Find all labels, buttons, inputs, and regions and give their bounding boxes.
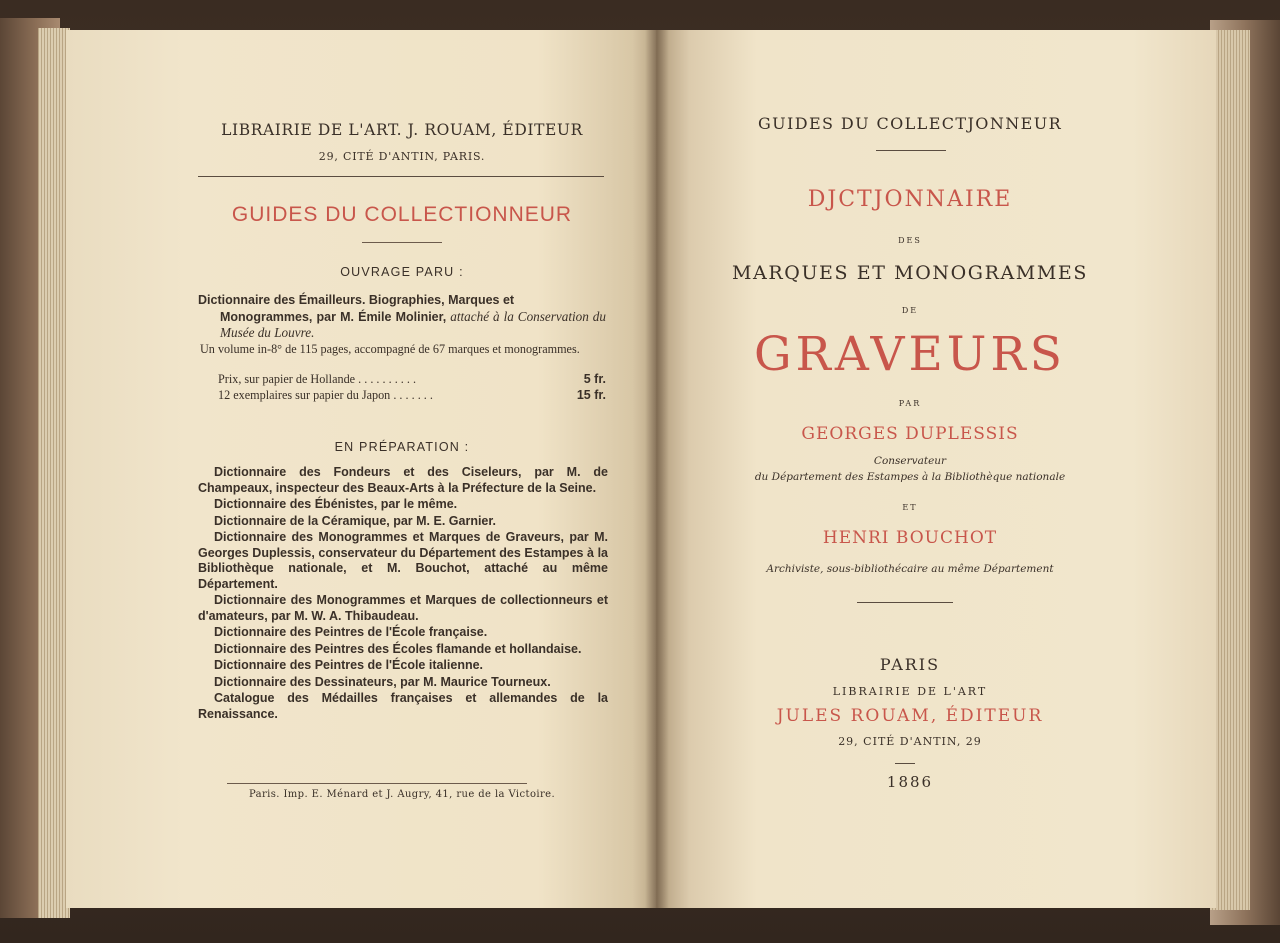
small-de: DE [901,306,919,315]
imprint-city: PARIS [879,655,941,674]
left-header-rule [198,176,604,177]
small-et: ET [902,503,918,512]
author-duplessis-dept: du Département des Estampes à la Bibliothèque nationale [754,471,1066,483]
price-amount: 15 fr. [576,388,606,402]
title-marques: MARQUES ET MONOGRAMMES [731,262,1088,284]
list-item: Catalogue des Médailles françaises et allemandes de la Renaissance. [198,691,608,721]
author-bouchot-role: Archiviste, sous-bibliothécaire au même Département [766,563,1054,575]
price-label: 12 exemplaires sur papier du Japon [218,388,391,402]
printer-imprint: Paris. Imp. E. Ménard et J. Augry, 41, rue de la Victoire. [248,789,556,800]
imprint-year: 1886 [886,773,934,791]
list-item: Dictionnaire des Monogrammes et Marques de Graveurs, par M. Georges Duplessis, conservateur du Département des Estampes à la Bibliothèque nationale, et M. Bouchot, attaché au même Département. [198,530,608,591]
list-item: Dictionnaire des Dessinateurs, par M. Maurice Tourneux. [214,674,551,689]
preparation-heading: EN PRÉPARATION : [334,440,470,454]
year-rule [895,763,915,764]
published-entry [198,292,606,341]
list-item: Dictionnaire de la Céramique, par M. E. Garnier. [214,513,497,528]
list-item: Dictionnaire des Peintres de l'École italienne. [214,658,484,672]
price-row-2 [218,388,606,404]
title-rule [857,602,953,603]
author-duplessis: GEORGES DUPLESSIS [801,424,1019,444]
published-title: Dictionnaire des Émailleurs. Biographies, Marques et [198,293,515,307]
imprint-publisher: JULES ROUAM, ÉDITEUR [776,706,1044,726]
list-item: Dictionnaire des Fondeurs et des Ciseleurs, par M. de Champeaux, inspecteur des Beaux-Arts à la Préfecture de la Seine. [198,465,608,495]
published-role-cont: Conservation du Musée du Louvre. [220,308,606,340]
published-role: attaché à la [450,308,514,324]
right-page-edges [1210,30,1250,910]
author-bouchot: HENRI BOUCHOT [822,528,998,548]
published-title-cont: Monogrammes, par M. Émile Molinier, [220,309,447,324]
price-dots: . . . . . . . . . . [358,372,417,386]
list-item: Dictionnaire des Peintres de l'École française. [214,625,488,639]
price-row-1 [218,372,606,388]
right-series-title: GUIDES DU COLLECTJONNEUR [757,114,1063,133]
imprint-address: 29, CITÉ D'ANTIN, 29 [838,735,982,748]
book-gutter [645,30,669,908]
title-graveurs: GRAVEURS [754,327,1066,382]
left-address-line: 29, CITÉ D'ANTIN, PARIS. [318,150,486,163]
left-series-rule [362,242,442,243]
list-item: Dictionnaire des Peintres des Écoles flamande et hollandaise. [214,641,582,656]
list-item: Dictionnaire des Ébénistes, par le même. [214,497,458,511]
author-duplessis-role: Conservateur [873,455,947,467]
small-des: DES [898,236,922,245]
price-amount: 5 fr. [583,372,606,386]
list-item: Dictionnaire des Monogrammes et Marques de collectionneurs et d'amateurs, par M. W. A. Thibaudeau. [198,593,608,623]
title-dictionnaire: DJCTJONNAIRE [807,187,1013,212]
left-series-title: GUIDES DU COLLECTIONNEUR [231,203,573,226]
preparation-list [198,465,608,723]
small-par: PAR [898,399,922,408]
price-label: Prix, sur papier de Hollande [218,372,356,386]
published-heading: OUVRAGE PARU : [340,265,464,279]
imprint-librairie: LIBRAIRIE DE L'ART [832,685,988,698]
published-volume-info: Un volume in-8° de 115 pages, accompagné de 67 marques et monogrammes. [200,342,580,356]
left-publisher-line: LIBRAIRIE DE L'ART. J. ROUAM, ÉDITEUR [221,121,583,139]
right-series-rule [876,150,946,151]
imprint-rule [227,783,527,784]
price-dots: . . . . . . . [393,388,433,402]
